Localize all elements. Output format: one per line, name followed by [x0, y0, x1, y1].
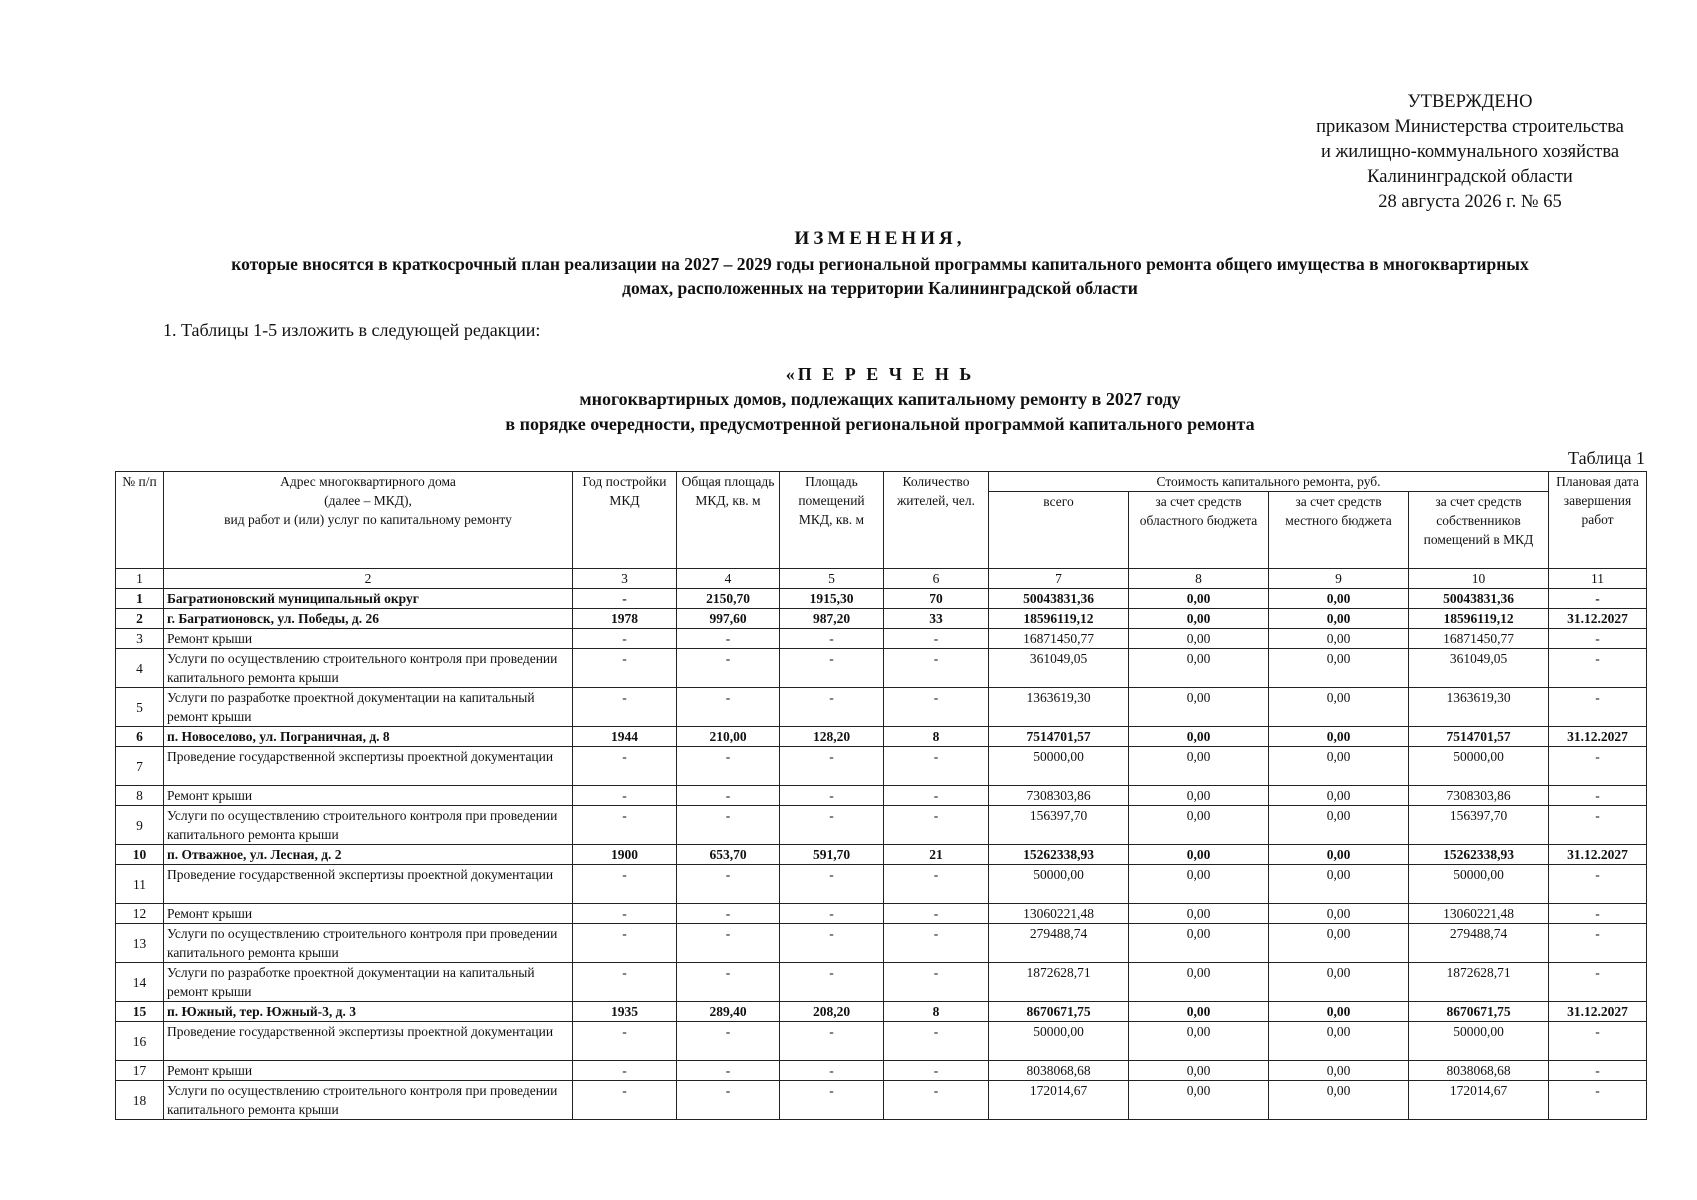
cell-local: 0,00 — [1269, 865, 1409, 904]
header-address-line: (далее – МКД), — [324, 493, 412, 508]
cell-num: 17 — [116, 1061, 164, 1081]
approval-date: 28 августа 2026 г. № 65 — [1378, 192, 1562, 212]
cell-premises: 128,20 — [780, 727, 884, 747]
cell-residents: - — [884, 786, 989, 806]
cell-area: 210,00 — [677, 727, 780, 747]
cell-year: - — [573, 629, 677, 649]
cell-premises: - — [780, 1022, 884, 1061]
cell-name: Багратионовский муниципальный округ — [164, 589, 573, 609]
cell-date: 31.12.2027 — [1549, 845, 1647, 865]
approval-title: УТВЕРЖДЕНО — [1407, 92, 1533, 112]
cell-total: 7514701,57 — [989, 727, 1129, 747]
cell-premises: - — [780, 1081, 884, 1120]
cell-date: - — [1549, 649, 1647, 688]
cell-name: Услуги по разработке проектной документации на капитальный ремонт крыши — [164, 963, 573, 1002]
cell-premises: - — [780, 629, 884, 649]
table-row — [116, 629, 1647, 649]
cell-residents: 70 — [884, 589, 989, 609]
cell-num: 14 — [116, 963, 164, 1002]
table-row — [116, 747, 1647, 786]
instruction-text: 1. Таблицы 1-5 изложить в следующей редакции: — [163, 320, 541, 340]
cell-name: Услуги по осуществлению строительного контроля при проведении капитального ремонта крыши — [164, 806, 573, 845]
cell-owners: 1872628,71 — [1409, 963, 1549, 1002]
cell-name: Проведение государственной экспертизы проектной документации — [164, 1022, 573, 1061]
cell-total: 18596119,12 — [989, 609, 1129, 629]
header-num: № п/п — [116, 472, 164, 569]
cell-owners: 361049,05 — [1409, 649, 1549, 688]
cell-date: 31.12.2027 — [1549, 727, 1647, 747]
cell-year: - — [573, 865, 677, 904]
list-subtitle: многоквартирных домов, подлежащих капитальному ремонту в 2027 году — [579, 389, 1181, 409]
cell-area: - — [677, 1061, 780, 1081]
cell-area: - — [677, 688, 780, 727]
cell-local: 0,00 — [1269, 727, 1409, 747]
cell-year: - — [573, 589, 677, 609]
cell-local: 0,00 — [1269, 963, 1409, 1002]
cell-area: - — [677, 629, 780, 649]
cell-regional: 0,00 — [1129, 629, 1269, 649]
cell-year: - — [573, 904, 677, 924]
cell-regional: 0,00 — [1129, 727, 1269, 747]
cell-local: 0,00 — [1269, 649, 1409, 688]
cell-regional: 0,00 — [1129, 845, 1269, 865]
cell-date: - — [1549, 629, 1647, 649]
table-row — [116, 1022, 1647, 1061]
cell-area: - — [677, 924, 780, 963]
cell-name: п. Отважное, ул. Лесная, д. 2 — [164, 845, 573, 865]
cell-area: 289,40 — [677, 1002, 780, 1022]
cell-num: 5 — [116, 688, 164, 727]
cell-owners: 8670671,75 — [1409, 1002, 1549, 1022]
cell-owners: 7308303,86 — [1409, 786, 1549, 806]
cell-residents: - — [884, 688, 989, 727]
column-number: 4 — [677, 569, 780, 589]
cell-name: г. Багратионовск, ул. Победы, д. 26 — [164, 609, 573, 629]
header-area: Общая площадь МКД, кв. м — [677, 472, 780, 569]
cell-residents: 8 — [884, 727, 989, 747]
cell-num: 12 — [116, 904, 164, 924]
header-total: всего — [989, 492, 1129, 569]
cell-area: - — [677, 747, 780, 786]
cell-area: 653,70 — [677, 845, 780, 865]
cell-residents: - — [884, 1081, 989, 1120]
column-number: 3 — [573, 569, 677, 589]
cell-total: 172014,67 — [989, 1081, 1129, 1120]
cell-regional: 0,00 — [1129, 904, 1269, 924]
cell-residents: - — [884, 649, 989, 688]
cell-area: - — [677, 1022, 780, 1061]
cell-name: п. Новоселово, ул. Пограничная, д. 8 — [164, 727, 573, 747]
cell-regional: 0,00 — [1129, 924, 1269, 963]
table-row — [116, 963, 1647, 1002]
cell-name: Услуги по осуществлению строительного контроля при проведении капитального ремонта крыши — [164, 649, 573, 688]
header-year: Год постройки МКД — [573, 472, 677, 569]
cell-area: - — [677, 1081, 780, 1120]
cell-area: - — [677, 904, 780, 924]
column-number: 7 — [989, 569, 1129, 589]
cell-area: - — [677, 786, 780, 806]
cell-owners: 50043831,36 — [1409, 589, 1549, 609]
cell-year: - — [573, 1081, 677, 1120]
cell-total: 7308303,86 — [989, 786, 1129, 806]
cell-owners: 50000,00 — [1409, 865, 1549, 904]
cell-residents: - — [884, 629, 989, 649]
cell-local: 0,00 — [1269, 1022, 1409, 1061]
cell-area: - — [677, 806, 780, 845]
cell-date: - — [1549, 747, 1647, 786]
cell-name: п. Южный, тер. Южный-3, д. 3 — [164, 1002, 573, 1022]
cell-num: 1 — [116, 589, 164, 609]
cell-total: 156397,70 — [989, 806, 1129, 845]
approval-line: Калининградской области — [1367, 167, 1573, 187]
cell-total: 8038068,68 — [989, 1061, 1129, 1081]
cell-year: 1978 — [573, 609, 677, 629]
cell-year: - — [573, 1061, 677, 1081]
cell-total: 1363619,30 — [989, 688, 1129, 727]
header-address-line: Адрес многоквартирного дома — [280, 474, 456, 489]
cell-total: 1872628,71 — [989, 963, 1129, 1002]
column-number: 9 — [1269, 569, 1409, 589]
cell-name: Ремонт крыши — [164, 786, 573, 806]
cell-owners: 50000,00 — [1409, 747, 1549, 786]
cell-name: Ремонт крыши — [164, 1061, 573, 1081]
cell-year: 1935 — [573, 1002, 677, 1022]
cell-date: - — [1549, 963, 1647, 1002]
table-label: Таблица 1 — [1568, 448, 1645, 468]
cell-residents: 21 — [884, 845, 989, 865]
column-number: 8 — [1129, 569, 1269, 589]
cell-owners: 18596119,12 — [1409, 609, 1549, 629]
cell-date: - — [1549, 589, 1647, 609]
table-row — [116, 806, 1647, 845]
cell-residents: - — [884, 1022, 989, 1061]
cell-local: 0,00 — [1269, 904, 1409, 924]
cell-owners: 13060221,48 — [1409, 904, 1549, 924]
header-residents: Количество жителей, чел. — [884, 472, 989, 569]
cell-area: 997,60 — [677, 609, 780, 629]
cell-owners: 15262338,93 — [1409, 845, 1549, 865]
cell-premises: - — [780, 924, 884, 963]
cell-year: 1900 — [573, 845, 677, 865]
approval-line: и жилищно-коммунального хозяйства — [1320, 142, 1620, 162]
cell-total: 50000,00 — [989, 1022, 1129, 1061]
cell-residents: - — [884, 747, 989, 786]
cell-owners: 7514701,57 — [1409, 727, 1549, 747]
cell-residents: - — [884, 1061, 989, 1081]
cell-regional: 0,00 — [1129, 1022, 1269, 1061]
cell-total: 361049,05 — [989, 649, 1129, 688]
cell-area: - — [677, 963, 780, 1002]
cell-owners: 1363619,30 — [1409, 688, 1549, 727]
cell-num: 2 — [116, 609, 164, 629]
cell-name: Услуги по разработке проектной документации на капитальный ремонт крыши — [164, 688, 573, 727]
cell-total: 8670671,75 — [989, 1002, 1129, 1022]
cell-regional: 0,00 — [1129, 1081, 1269, 1120]
cell-owners: 16871450,77 — [1409, 629, 1549, 649]
list-subtitle: в порядке очередности, предусмотренной региональной программой капитального ремонта — [505, 414, 1255, 434]
table-row — [116, 1002, 1647, 1022]
header-address — [164, 472, 573, 569]
cell-name: Ремонт крыши — [164, 904, 573, 924]
cell-owners: 8038068,68 — [1409, 1061, 1549, 1081]
cell-local: 0,00 — [1269, 609, 1409, 629]
cell-num: 8 — [116, 786, 164, 806]
header-date: Плановая дата завершения работ — [1549, 472, 1647, 569]
cell-area: 2150,70 — [677, 589, 780, 609]
header-regional: за счет средств областного бюджета — [1129, 492, 1269, 569]
cell-local: 0,00 — [1269, 688, 1409, 727]
changes-title: ИЗМЕНЕНИЯ, — [794, 228, 966, 249]
cell-premises: - — [780, 786, 884, 806]
table-body — [116, 589, 1647, 1120]
cell-num: 13 — [116, 924, 164, 963]
column-number: 6 — [884, 569, 989, 589]
cell-year: - — [573, 649, 677, 688]
cell-premises: - — [780, 688, 884, 727]
cell-owners: 279488,74 — [1409, 924, 1549, 963]
cell-premises: 208,20 — [780, 1002, 884, 1022]
column-number: 1 — [116, 569, 164, 589]
cell-year: - — [573, 924, 677, 963]
header-local: за счет средств местного бюджета — [1269, 492, 1409, 569]
column-number-row — [116, 569, 1647, 589]
cell-name: Проведение государственной экспертизы проектной документации — [164, 865, 573, 904]
cell-total: 50043831,36 — [989, 589, 1129, 609]
cell-premises: 987,20 — [780, 609, 884, 629]
cell-regional: 0,00 — [1129, 609, 1269, 629]
cell-premises: - — [780, 963, 884, 1002]
cell-name: Услуги по осуществлению строительного контроля при проведении капитального ремонта крыши — [164, 1081, 573, 1120]
cell-area: - — [677, 865, 780, 904]
cell-date: 31.12.2027 — [1549, 609, 1647, 629]
cell-num: 16 — [116, 1022, 164, 1061]
table-row — [116, 845, 1647, 865]
cell-local: 0,00 — [1269, 786, 1409, 806]
cell-total: 16871450,77 — [989, 629, 1129, 649]
cell-owners: 156397,70 — [1409, 806, 1549, 845]
header-premises: Площадь помещений МКД, кв. м — [780, 472, 884, 569]
changes-subtitle: которые вносятся в краткосрочный план реализации на 2027 – 2029 годы региональной программы капитального ремонта общего имущества в многоквартирных — [231, 254, 1529, 274]
cell-total: 279488,74 — [989, 924, 1129, 963]
table-row — [116, 688, 1647, 727]
cell-date: - — [1549, 1081, 1647, 1120]
cell-premises: - — [780, 806, 884, 845]
cell-year: - — [573, 786, 677, 806]
table-row — [116, 1081, 1647, 1120]
cell-local: 0,00 — [1269, 747, 1409, 786]
cell-regional: 0,00 — [1129, 1002, 1269, 1022]
cell-owners: 172014,67 — [1409, 1081, 1549, 1120]
header-owners: за счет средств собственников помещений в МКД — [1409, 492, 1549, 569]
cell-year: - — [573, 747, 677, 786]
cell-total: 15262338,93 — [989, 845, 1129, 865]
cell-regional: 0,00 — [1129, 963, 1269, 1002]
cell-regional: 0,00 — [1129, 688, 1269, 727]
cell-local: 0,00 — [1269, 629, 1409, 649]
cell-local: 0,00 — [1269, 589, 1409, 609]
cell-local: 0,00 — [1269, 845, 1409, 865]
cell-residents: - — [884, 924, 989, 963]
cell-regional: 0,00 — [1129, 747, 1269, 786]
cell-local: 0,00 — [1269, 1002, 1409, 1022]
table-row — [116, 727, 1647, 747]
column-number: 11 — [1549, 569, 1647, 589]
cell-premises: 1915,30 — [780, 589, 884, 609]
cell-residents: - — [884, 963, 989, 1002]
repair-table — [115, 471, 1647, 1120]
cell-residents: 33 — [884, 609, 989, 629]
cell-residents: 8 — [884, 1002, 989, 1022]
cell-local: 0,00 — [1269, 806, 1409, 845]
cell-residents: - — [884, 806, 989, 845]
cell-year: - — [573, 1022, 677, 1061]
cell-year: - — [573, 806, 677, 845]
list-heading — [120, 362, 1640, 437]
cell-premises: - — [780, 865, 884, 904]
table-row — [116, 865, 1647, 904]
cell-num: 11 — [116, 865, 164, 904]
changes-heading — [120, 226, 1640, 300]
table-row — [116, 1061, 1647, 1081]
list-title: «П Е Р Е Ч Е Н Ь — [785, 364, 975, 384]
column-number: 5 — [780, 569, 884, 589]
cell-num: 4 — [116, 649, 164, 688]
cell-num: 6 — [116, 727, 164, 747]
cell-num: 3 — [116, 629, 164, 649]
cell-num: 9 — [116, 806, 164, 845]
cell-num: 15 — [116, 1002, 164, 1022]
cell-num: 7 — [116, 747, 164, 786]
cell-premises: 591,70 — [780, 845, 884, 865]
cell-num: 10 — [116, 845, 164, 865]
cell-premises: - — [780, 904, 884, 924]
header-address-line: вид работ и (или) услуг по капитальному ремонту — [224, 512, 512, 527]
table-row — [116, 589, 1647, 609]
cell-regional: 0,00 — [1129, 786, 1269, 806]
cell-owners: 50000,00 — [1409, 1022, 1549, 1061]
table-row — [116, 904, 1647, 924]
cell-regional: 0,00 — [1129, 806, 1269, 845]
cell-date: 31.12.2027 — [1549, 1002, 1647, 1022]
cell-local: 0,00 — [1269, 924, 1409, 963]
cell-premises: - — [780, 1061, 884, 1081]
cell-total: 50000,00 — [989, 865, 1129, 904]
cell-regional: 0,00 — [1129, 865, 1269, 904]
approval-stamp — [1270, 90, 1670, 215]
cell-date: - — [1549, 865, 1647, 904]
cell-total: 13060221,48 — [989, 904, 1129, 924]
column-number: 10 — [1409, 569, 1549, 589]
table-row — [116, 786, 1647, 806]
table-row — [116, 649, 1647, 688]
cell-regional: 0,00 — [1129, 649, 1269, 688]
cell-premises: - — [780, 649, 884, 688]
cell-year: 1944 — [573, 727, 677, 747]
cell-area: - — [677, 649, 780, 688]
cell-name: Ремонт крыши — [164, 629, 573, 649]
cell-name: Проведение государственной экспертизы проектной документации — [164, 747, 573, 786]
cell-local: 0,00 — [1269, 1061, 1409, 1081]
cell-date: - — [1549, 806, 1647, 845]
cell-premises: - — [780, 747, 884, 786]
cell-date: - — [1549, 1061, 1647, 1081]
cell-year: - — [573, 963, 677, 1002]
cell-date: - — [1549, 904, 1647, 924]
cell-name: Услуги по осуществлению строительного контроля при проведении капитального ремонта крыши — [164, 924, 573, 963]
table-row — [116, 924, 1647, 963]
cell-residents: - — [884, 904, 989, 924]
table-row — [116, 609, 1647, 629]
cell-total: 50000,00 — [989, 747, 1129, 786]
changes-subtitle: домах, расположенных на территории Калининградской области — [622, 278, 1138, 298]
cell-regional: 0,00 — [1129, 1061, 1269, 1081]
approval-line: приказом Министерства строительства — [1316, 117, 1624, 137]
cell-date: - — [1549, 688, 1647, 727]
cell-residents: - — [884, 865, 989, 904]
cell-date: - — [1549, 1022, 1647, 1061]
cell-date: - — [1549, 924, 1647, 963]
cell-year: - — [573, 688, 677, 727]
cell-num: 18 — [116, 1081, 164, 1120]
header-cost: Стоимость капитального ремонта, руб. — [989, 472, 1549, 492]
cell-date: - — [1549, 786, 1647, 806]
cell-regional: 0,00 — [1129, 589, 1269, 609]
cell-local: 0,00 — [1269, 1081, 1409, 1120]
column-number: 2 — [164, 569, 573, 589]
